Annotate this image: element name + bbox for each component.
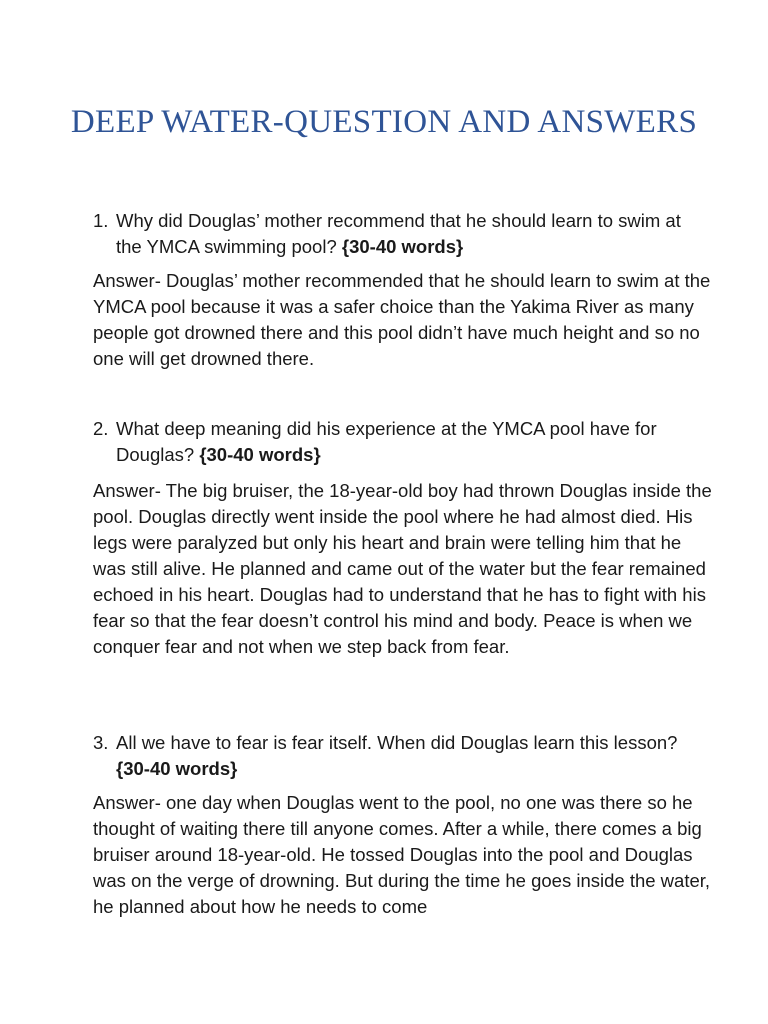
word-limit: {30-40 words}: [341, 236, 464, 257]
question-text: What deep meaning did his experience at the YMCA pool have for Douglas?: [116, 418, 657, 465]
question-number: 2.: [93, 418, 109, 439]
question-number: 3.: [93, 732, 109, 753]
answer-3: Answer- one day when Douglas went to the pool, no one was there so he thought of waiting there till anyone comes. After a while, there comes a big bruiser around 18-year-old. He tossed Douglas into the pool and Douglas was on the verge of drowning. But during the time he goes inside the water, he planned about how he needs to come: [93, 792, 711, 917]
answer-1: Answer- Douglas’ mother recommended that he should learn to swim at the YMCA pool because it was a safer choice than the Yakima River as many people got drowned there and this pool didn’t have much height and so no one will get drowned there.: [93, 270, 711, 369]
question-number: 1.: [93, 210, 109, 231]
question-text: Why did Douglas’ mother recommend that he should learn to swim at the YMCA swimming pool?: [116, 210, 681, 257]
answer-2: Answer- The big bruiser, the 18-year-old boy had thrown Douglas inside the pool. Douglas directly went inside the pool where he had almost died. His legs were paralyzed but only his heart and brain were telling him that he was still alive. He planned and came out of the water but the fear remained echoed in his heart. Douglas had to understand that he has to fight with his fear so that the fear doesn’t control his mind and body. Peace is when we conquer fear and not when we step back from fear.: [93, 480, 712, 657]
document-title: DEEP WATER-QUESTION AND ANSWERS: [70, 104, 698, 140]
word-limit: {30-40 words}: [116, 758, 238, 779]
question-text: All we have to fear is fear itself. When did Douglas learn this lesson?: [116, 732, 678, 753]
question-3: [93, 730, 696, 782]
question-2: [93, 416, 696, 468]
question-1: [93, 208, 696, 260]
word-limit: {30-40 words}: [199, 444, 321, 465]
